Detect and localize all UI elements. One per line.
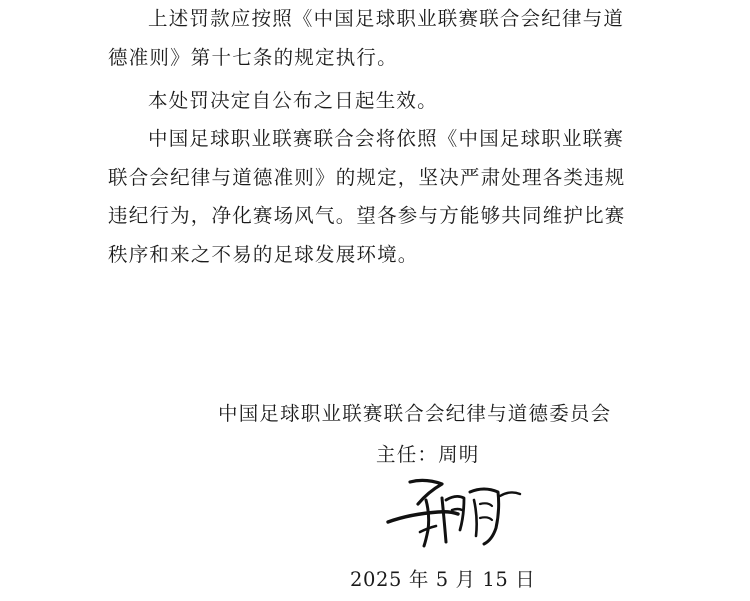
handwritten-signature <box>380 470 530 550</box>
paragraph-closing-statement: 中国足球职业联赛联合会将依照《中国足球职业联赛联合会纪律与道德准则》的规定，坚决严肃处理各类违规违纪行为，净化赛场风气。望各参与方能够共同维护比赛秩序和来之不易的足球发展环境。 <box>108 127 626 266</box>
director-name: 主任：周明 <box>376 443 480 466</box>
signature-strokes <box>380 470 530 550</box>
issuing-organization: 中国足球职业联赛联合会纪律与道德委员会 <box>218 402 612 425</box>
paragraph-fine-execution: 上述罚款应按照《中国足球职业联赛联合会纪律与道德准则》第十七条的规定执行。 <box>108 7 625 69</box>
issue-date: 2025 年 5 月 15 日 <box>350 568 536 591</box>
paragraph-effective-date: 本处罚决定自公布之日起生效。 <box>148 89 438 112</box>
